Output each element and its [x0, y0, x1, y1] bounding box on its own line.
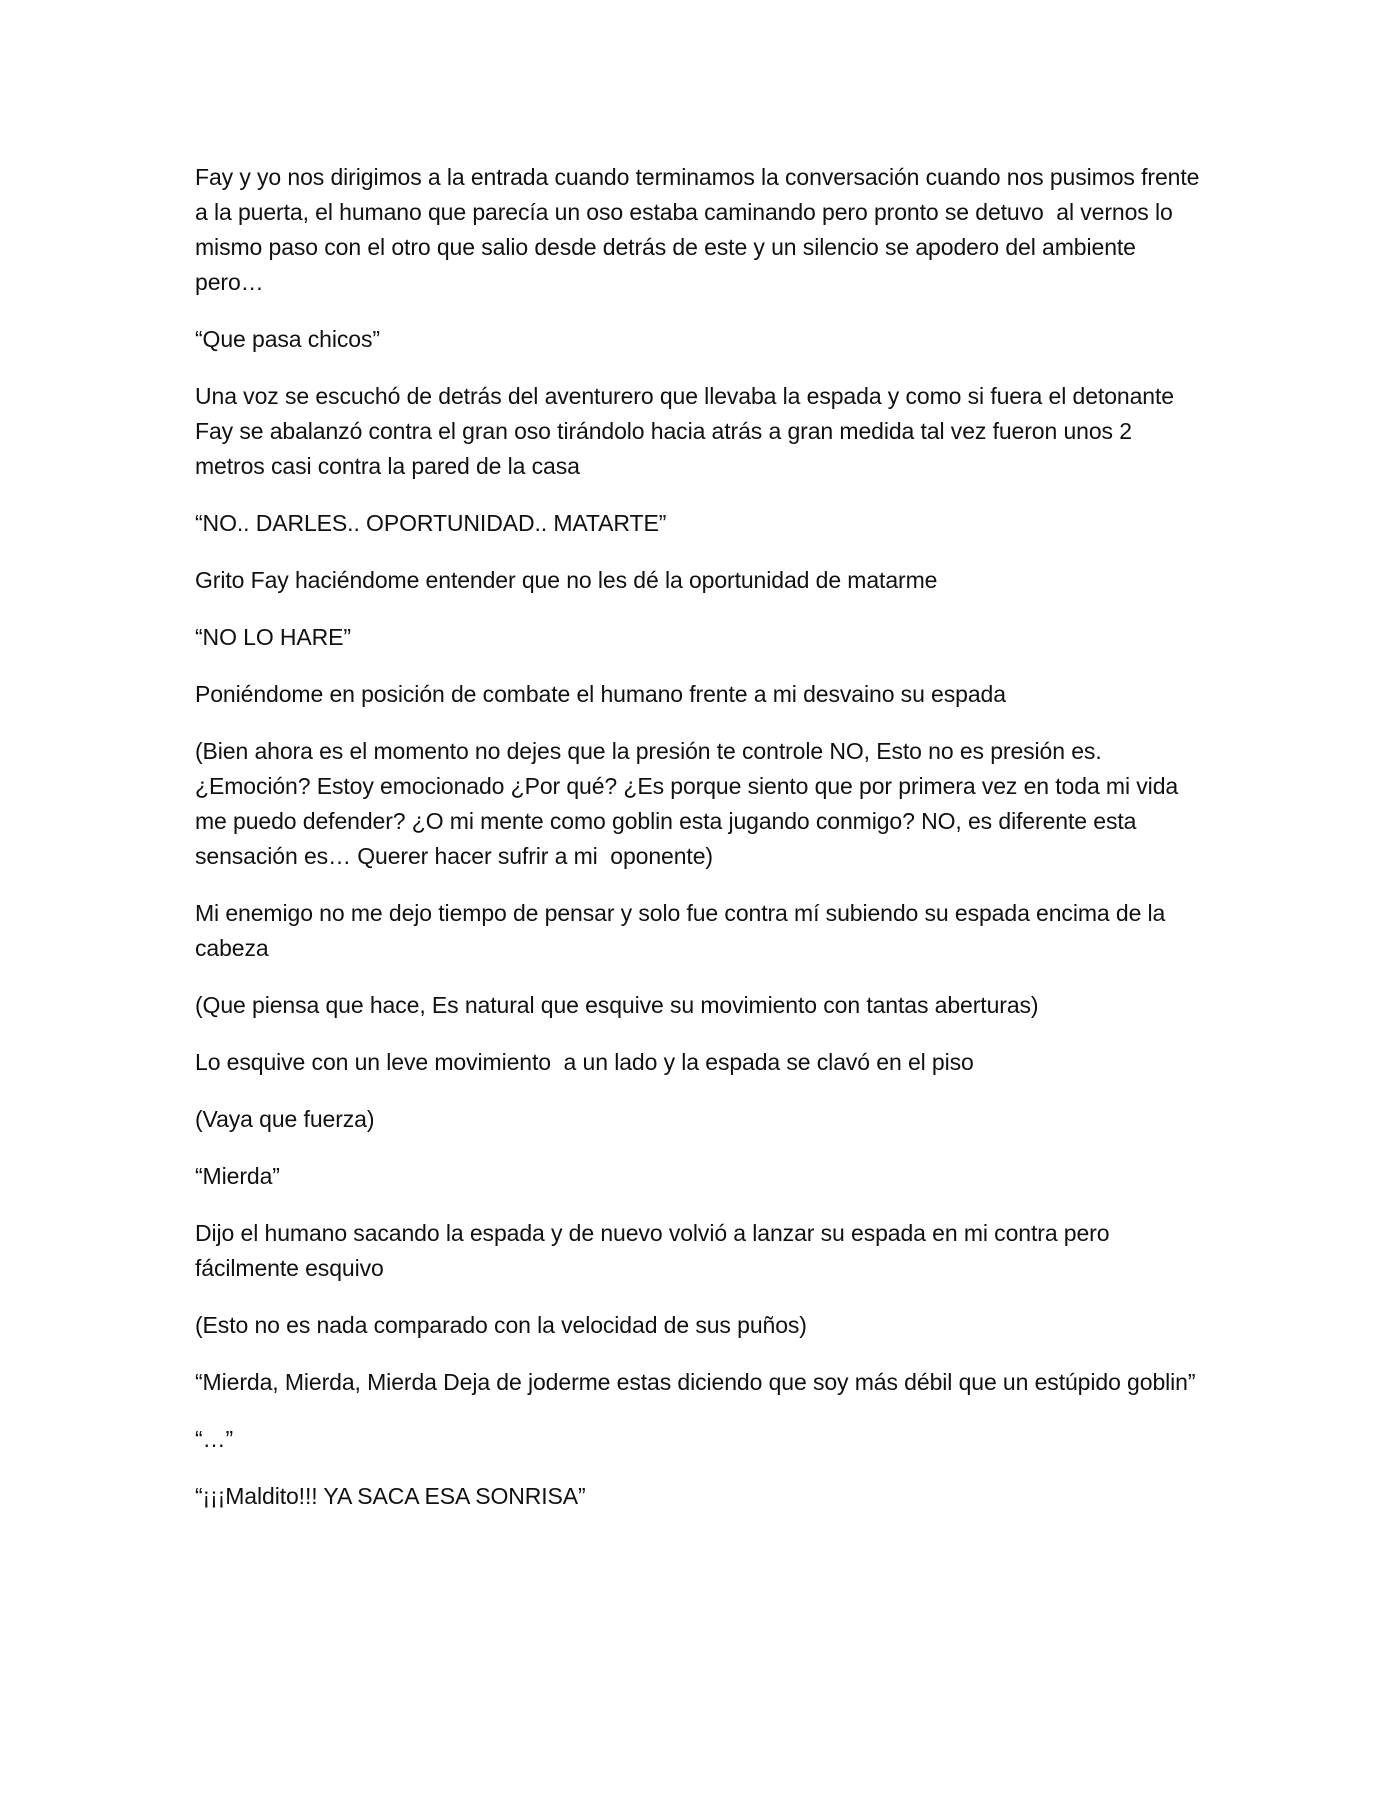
paragraph: Lo esquive con un leve movimiento a un lado y la espada se clavó en el piso: [195, 1049, 974, 1075]
paragraph: Dijo el humano sacando la espada y de nuevo volvió a lanzar su espada en mi contra pero fácilmente esquivo: [195, 1220, 1116, 1281]
paragraph: “Que pasa chicos”: [195, 326, 380, 352]
paragraph: (Vaya que fuerza): [195, 1106, 375, 1132]
paragraph: Grito Fay haciéndome entender que no les dé la oportunidad de matarme: [195, 567, 938, 593]
document-body: [195, 160, 1205, 1536]
paragraph: “¡¡¡Maldito!!! YA SACA ESA SONRISA”: [195, 1483, 586, 1509]
paragraph: “Mierda, Mierda, Mierda Deja de joderme estas diciendo que soy más débil que un estúpido goblin”: [195, 1369, 1196, 1395]
paragraph: “…”: [195, 1426, 234, 1452]
paragraph: (Esto no es nada comparado con la velocidad de sus puños): [195, 1312, 807, 1338]
paragraph: Una voz se escuchó de detrás del aventurero que llevaba la espada y como si fuera el detonante Fay se abalanzó contra el gran oso tirándolo hacia atrás a gran medida tal vez fueron unos 2 metros casi contra la pared de la casa: [195, 383, 1181, 479]
paragraph: Poniéndome en posición de combate el humano frente a mi desvaino su espada: [195, 681, 1006, 707]
paragraph: (Que piensa que hace, Es natural que esquive su movimiento con tantas aberturas): [195, 992, 1039, 1018]
paragraph: Fay y yo nos dirigimos a la entrada cuando terminamos la conversación cuando nos pusimos frente a la puerta, el humano que parecía un oso estaba caminando pero pronto se detuvo al vernos lo mismo paso con el otro que salio desde detrás de este y un silencio se apodero del ambiente pero…: [195, 164, 1206, 295]
paragraph: Mi enemigo no me dejo tiempo de pensar y solo fue contra mí subiendo su espada encima de la cabeza: [195, 900, 1172, 961]
paragraph: “Mierda”: [195, 1163, 280, 1189]
paragraph: “NO LO HARE”: [195, 624, 351, 650]
paragraph: (Bien ahora es el momento no dejes que la presión te controle NO, Esto no es presión es. ¿Emoción? Estoy emocionado ¿Por qué? ¿Es porque siento que por primera vez en toda mi vida me puedo defender? ¿O mi mente como goblin esta jugando conmigo? NO, es diferente esta sensación es… Querer hacer sufrir a mi oponente): [195, 738, 1185, 869]
paragraph: “NO.. DARLES.. OPORTUNIDAD.. MATARTE”: [195, 510, 667, 536]
